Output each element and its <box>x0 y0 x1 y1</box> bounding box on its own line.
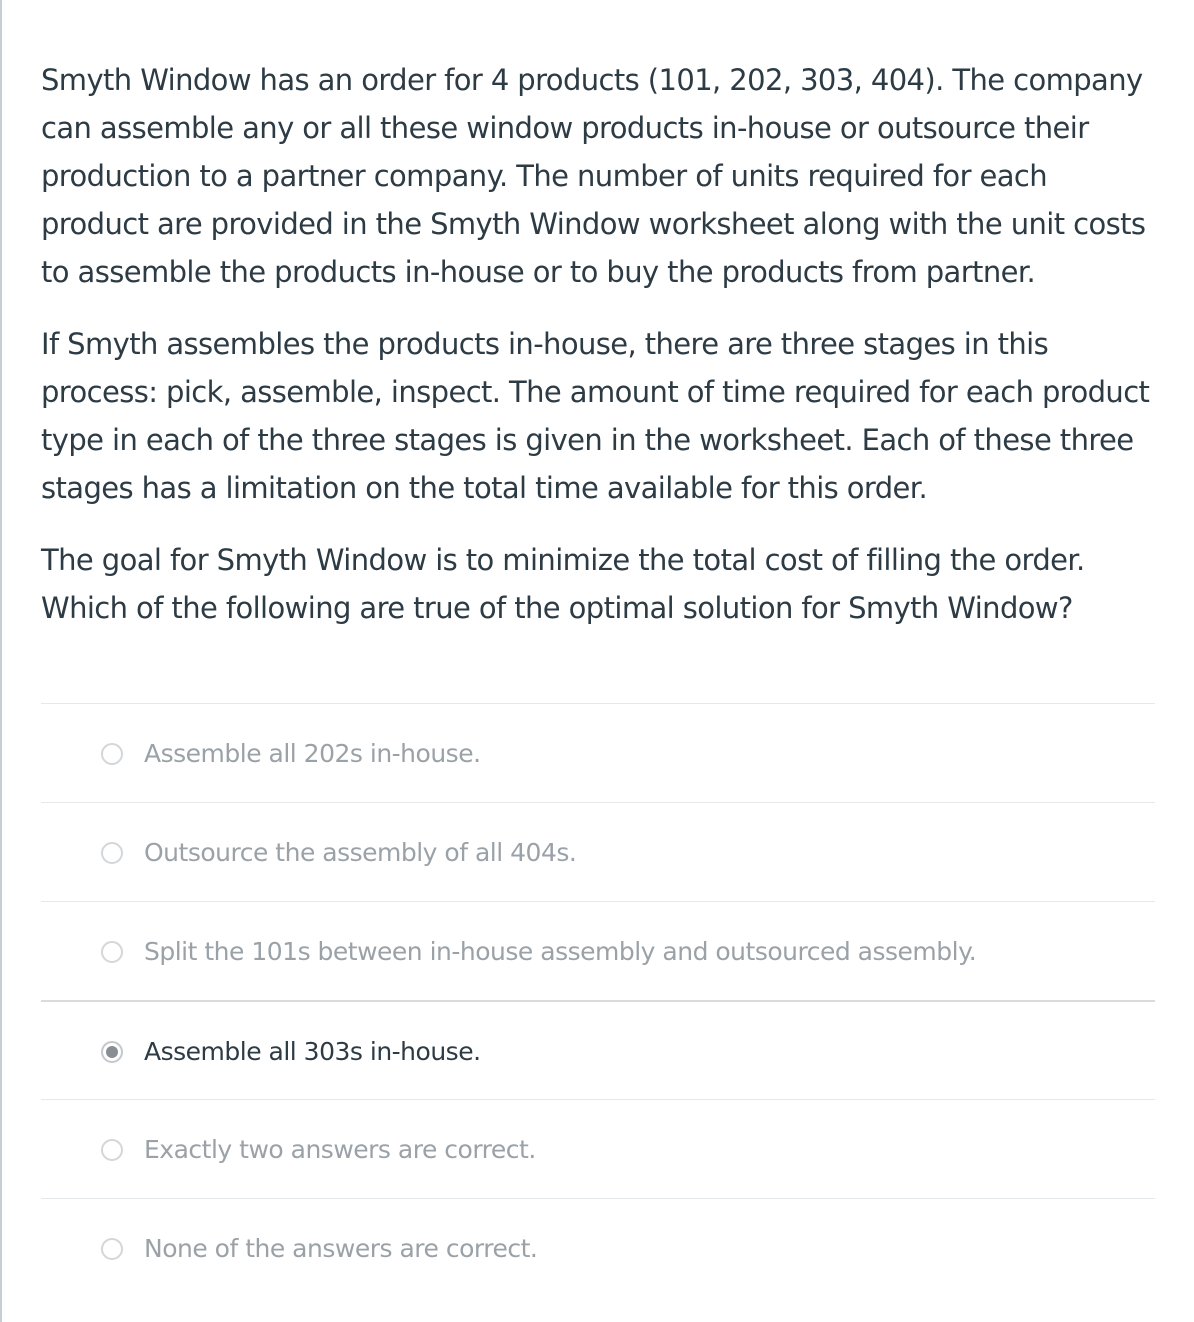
answer-option-1[interactable] <box>41 703 1155 802</box>
question-paragraph-1: Smyth Window has an order for 4 products (101, 202, 303, 404). The company can assemble any or all these window products in-house or outsource their production to a partner company. The number of units required for each product are provided in the Smyth Window worksheet along with the unit costs to assemble the products in-house or to buy the products from partner. <box>41 63 1146 289</box>
left-border <box>0 0 2 1322</box>
answer-label-1: Assemble all 202s in-house. <box>144 739 481 768</box>
radio-button-6[interactable] <box>101 1238 123 1260</box>
answer-label-2: Outsource the assembly of all 404s. <box>144 838 577 867</box>
answer-label-6: None of the answers are correct. <box>144 1234 538 1263</box>
radio-button-3[interactable] <box>101 941 123 963</box>
question-paragraph-3: The goal for Smyth Window is to minimize the total cost of filling the order. Which of the following are true of the optimal solution for Smyth Window? <box>41 543 1085 625</box>
answer-option-2[interactable] <box>41 802 1155 901</box>
answer-option-5[interactable] <box>41 1099 1155 1198</box>
answer-label-4: Assemble all 303s in-house. <box>144 1037 481 1066</box>
radio-button-2[interactable] <box>101 842 123 864</box>
answer-option-4[interactable] <box>41 1000 1155 1099</box>
question-paragraph-2: If Smyth assembles the products in-house, there are three stages in this process: pick, assemble, inspect. The amount of time required for each product type in each of the three stages is given in the worksheet. Each of these three stages has a limitation on the total time available for this order. <box>41 327 1150 505</box>
answer-option-3[interactable] <box>41 901 1155 1000</box>
answer-label-3: Split the 101s between in-house assembly and outsourced assembly. <box>144 937 977 966</box>
radio-button-5[interactable] <box>101 1139 123 1161</box>
radio-button-4-selected[interactable] <box>101 1041 123 1063</box>
answer-label-5: Exactly two answers are correct. <box>144 1135 536 1164</box>
answer-list <box>41 703 1155 1297</box>
answer-option-6[interactable] <box>41 1198 1155 1297</box>
radio-button-1[interactable] <box>101 743 123 765</box>
question-text <box>41 56 1159 656</box>
